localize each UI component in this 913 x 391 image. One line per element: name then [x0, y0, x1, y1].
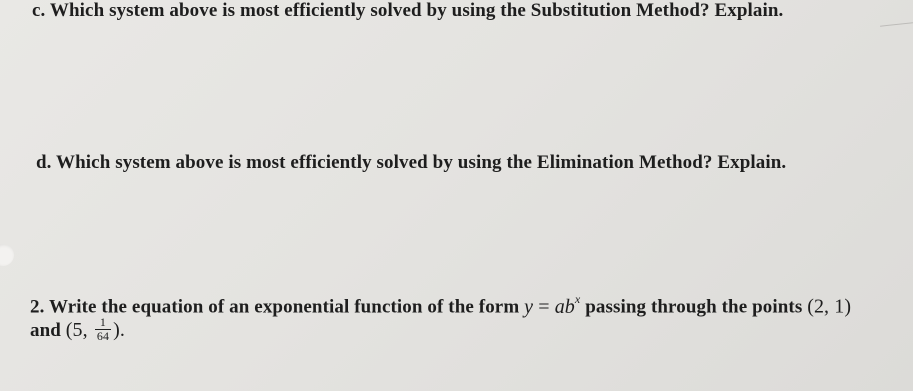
- formula-b: b: [564, 295, 575, 318]
- question-2-intro: 2. Write the equation of an exponential function of the form: [30, 296, 525, 318]
- formula-y: y: [524, 295, 534, 318]
- fraction-denominator: 64: [96, 329, 110, 343]
- formula-exponent: x: [574, 292, 581, 306]
- formula-a: a: [554, 295, 565, 318]
- question-2-line-1: [30, 294, 851, 319]
- point-two-fraction: [95, 316, 111, 343]
- question-2-line-2: [30, 315, 125, 345]
- point-two: [65, 315, 125, 343]
- paper-edge: [880, 22, 913, 26]
- question-2-and: and: [30, 320, 66, 342]
- formula-equals: =: [533, 295, 555, 318]
- fraction-numerator: 1: [99, 315, 107, 329]
- question-2-middle: passing through the points: [580, 296, 808, 318]
- point-two-open: (5,: [65, 319, 93, 342]
- question-c: c. Which system above is most efficiently solved by using the Substitution Method? Explain.: [32, 0, 784, 21]
- point-one: (2, 1): [807, 295, 852, 318]
- point-two-close: ).: [113, 319, 125, 342]
- question-d: d. Which system above is most efficiently solved by using the Elimination Method? Explain.: [36, 152, 787, 173]
- punch-hole: [0, 244, 14, 266]
- exponential-formula: [524, 292, 581, 318]
